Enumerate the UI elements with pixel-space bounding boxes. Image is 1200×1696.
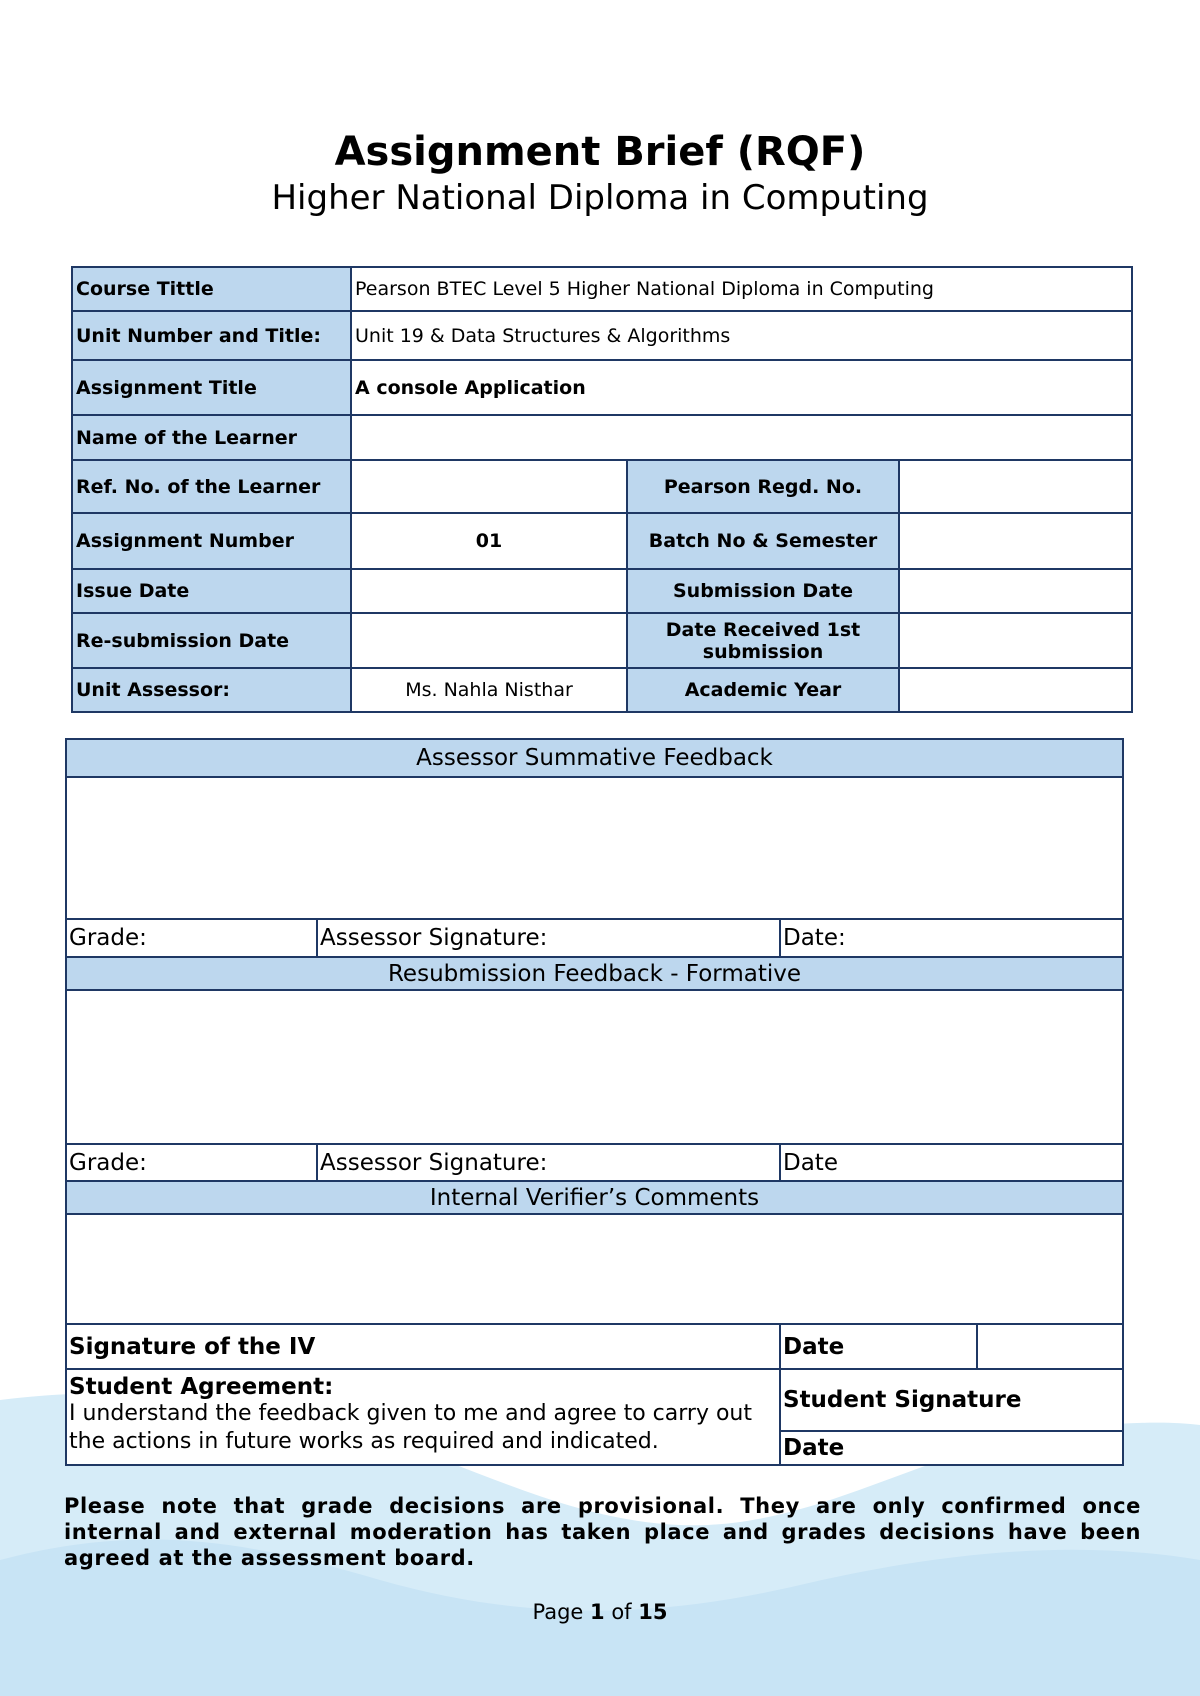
issue-date-field[interactable] <box>351 569 627 613</box>
unit-value: Unit 19 & Data Structures & Algorithms <box>351 311 1132 360</box>
page-subtitle: Higher National Diploma in Computing <box>271 178 929 218</box>
iv-date-field[interactable] <box>977 1324 1123 1369</box>
resubmission-date-field[interactable] <box>351 613 627 668</box>
summative-date-label: Date: <box>780 919 1123 957</box>
submission-date-field[interactable] <box>899 569 1132 613</box>
student-agreement-title: Student Agreement: <box>69 1374 334 1400</box>
student-agreement-cell <box>66 1369 780 1465</box>
resubmission-feedback-area[interactable] <box>66 990 1123 1144</box>
learner-name-field[interactable] <box>351 415 1132 460</box>
page-word: Page <box>532 1600 584 1624</box>
feedback-table <box>65 738 1124 1466</box>
provisional-grade-note: Please note that grade decisions are provisional. They are only confirmed once internal and external moderation has taken place and grades decisions have been agreed at the assessment board. <box>64 1494 1141 1570</box>
assignment-title-value: A console Application <box>351 360 1132 415</box>
learner-name-label: Name of the Learner <box>72 415 351 460</box>
resubmission-date-label: Date <box>780 1144 1123 1181</box>
unit-assessor-value: Ms. Nahla Nisthar <box>351 668 627 712</box>
student-signature-label: Student Signature <box>780 1369 1123 1431</box>
course-title-value: Pearson BTEC Level 5 Higher National Diploma in Computing <box>351 267 1132 311</box>
unit-assessor-label: Unit Assessor: <box>72 668 351 712</box>
academic-year-field[interactable] <box>899 668 1132 712</box>
course-title-label: Course Tittle <box>72 267 351 311</box>
resubmission-date-label: Re-submission Date <box>72 613 351 668</box>
summative-feedback-area[interactable] <box>66 777 1123 919</box>
student-agreement-text: I understand the feedback given to me and agree to carry out the actions in future works as required and indicated. <box>69 1401 752 1454</box>
batch-field[interactable] <box>899 513 1132 569</box>
date-received-field[interactable] <box>899 613 1132 668</box>
summative-feedback-header: Assessor Summative Feedback <box>66 739 1123 777</box>
page-number <box>0 1600 1200 1624</box>
assignment-number-value: 01 <box>351 513 627 569</box>
unit-label: Unit Number and Title: <box>72 311 351 360</box>
date-received-label: Date Received 1st submission <box>627 613 899 668</box>
resubmission-feedback-header: Resubmission Feedback - Formative <box>66 957 1123 990</box>
ref-no-label: Ref. No. of the Learner <box>72 460 351 513</box>
resubmission-assessor-signature-label: Assessor Signature: <box>317 1144 780 1181</box>
of-word: of <box>611 1600 632 1624</box>
batch-label: Batch No & Semester <box>627 513 899 569</box>
pearson-regd-label: Pearson Regd. No. <box>627 460 899 513</box>
student-date-label: Date <box>780 1431 1123 1465</box>
resubmission-grade-label: Grade: <box>66 1144 317 1181</box>
pearson-regd-field[interactable] <box>899 460 1132 513</box>
page-total: 15 <box>638 1600 668 1624</box>
assignment-title-label: Assignment Title <box>72 360 351 415</box>
summative-grade-label: Grade: <box>66 919 317 957</box>
page-title: Assignment Brief (RQF) <box>334 129 866 175</box>
iv-signature-label: Signature of the IV <box>66 1324 780 1369</box>
iv-date-label: Date <box>780 1324 977 1369</box>
summative-assessor-signature-label: Assessor Signature: <box>317 919 780 957</box>
iv-comments-area[interactable] <box>66 1214 1123 1324</box>
issue-date-label: Issue Date <box>72 569 351 613</box>
assignment-info-table <box>71 266 1133 713</box>
assignment-number-label: Assignment Number <box>72 513 351 569</box>
academic-year-label: Academic Year <box>627 668 899 712</box>
iv-comments-header: Internal Verifier’s Comments <box>66 1181 1123 1214</box>
submission-date-label: Submission Date <box>627 569 899 613</box>
ref-no-field[interactable] <box>351 460 627 513</box>
page-current: 1 <box>590 1600 605 1624</box>
